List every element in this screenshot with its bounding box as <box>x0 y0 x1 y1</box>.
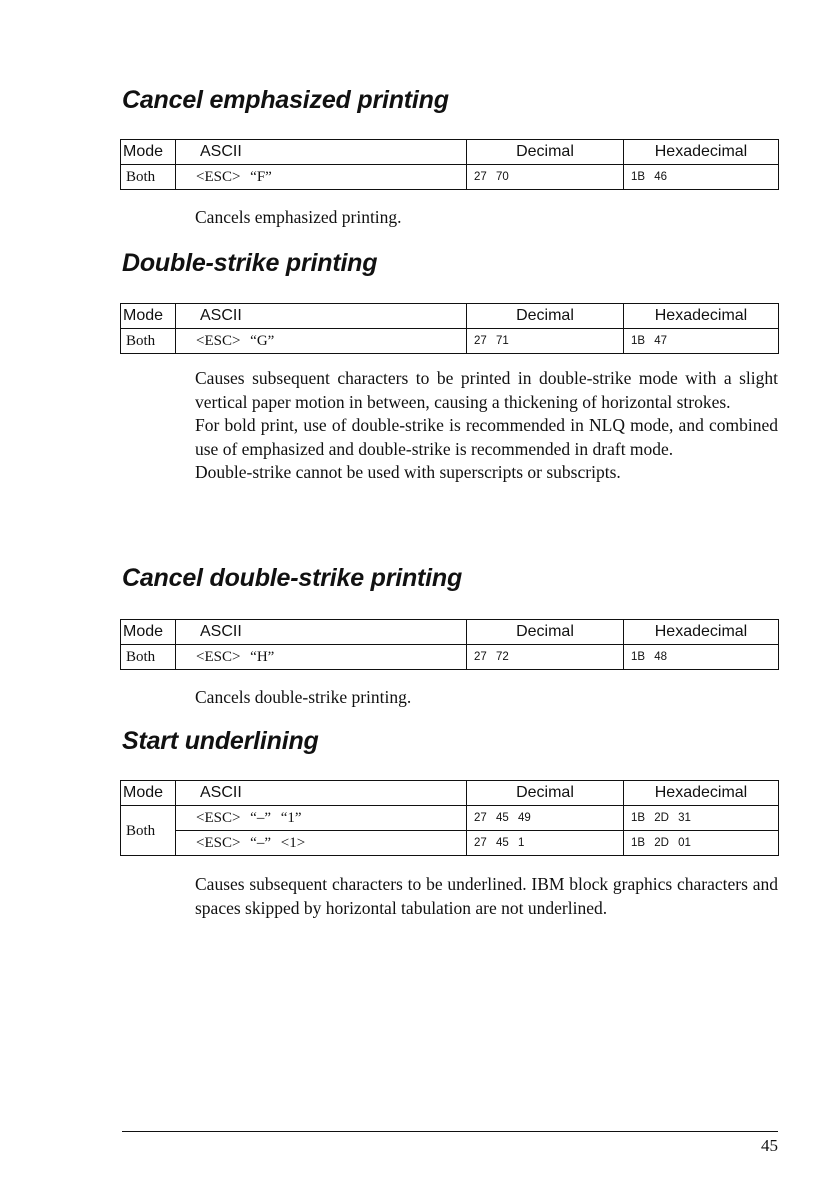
paragraph: Causes subsequent characters to be printed in double-strike mode with a slight vertical paper motion in between, causing a thickening of horizontal strokes. <box>195 368 778 412</box>
section-title-double-strike: Double-strike printing <box>122 249 378 277</box>
cell-decimal: 27 72 <box>467 645 624 670</box>
cell-hex: 1B 2D 31 <box>624 806 779 831</box>
header-hex: Hexadecimal <box>624 304 779 329</box>
section-body-start-underlining <box>195 873 778 920</box>
table-row <box>121 831 779 856</box>
cell-ascii: <ESC> “G” <box>176 329 467 354</box>
header-mode: Mode <box>121 140 176 165</box>
cell-ascii: <ESC> “H” <box>176 645 467 670</box>
header-decimal: Decimal <box>467 140 624 165</box>
section-body-cancel-double-strike <box>195 686 778 710</box>
table-row <box>121 806 779 831</box>
paragraph: For bold print, use of double-strike is recommended in NLQ mode, and combined use of emphasized and double-strike is recommended in draft mode. <box>195 415 778 459</box>
header-hex: Hexadecimal <box>624 620 779 645</box>
command-table-cancel-double-strike <box>120 619 779 670</box>
cell-mode: Both <box>121 165 176 190</box>
footer-rule <box>122 1131 778 1132</box>
page-number: 45 <box>761 1136 778 1155</box>
header-ascii: ASCII <box>176 781 467 806</box>
cell-mode: Both <box>121 806 176 856</box>
header-ascii: ASCII <box>176 304 467 329</box>
header-mode: Mode <box>121 781 176 806</box>
cell-hex: 1B 46 <box>624 165 779 190</box>
paragraph: Double-strike cannot be used with superscripts or subscripts. <box>195 462 621 482</box>
table-header-row <box>121 140 779 165</box>
cell-hex: 1B 48 <box>624 645 779 670</box>
section-body-cancel-emphasized <box>195 206 778 230</box>
cell-decimal: 27 71 <box>467 329 624 354</box>
cell-ascii: <ESC> “F” <box>176 165 467 190</box>
section-title-cancel-double-strike: Cancel double-strike printing <box>122 564 463 592</box>
cell-mode: Both <box>121 329 176 354</box>
command-table-start-underlining <box>120 780 779 856</box>
table-header-row <box>121 304 779 329</box>
paragraph: Cancels emphasized printing. <box>195 207 402 227</box>
cell-decimal: 27 45 49 <box>467 806 624 831</box>
table-row <box>121 165 779 190</box>
header-decimal: Decimal <box>467 304 624 329</box>
cell-decimal: 27 70 <box>467 165 624 190</box>
header-hex: Hexadecimal <box>624 781 779 806</box>
command-table-double-strike <box>120 303 779 354</box>
table-header-row <box>121 781 779 806</box>
header-ascii: ASCII <box>176 620 467 645</box>
cell-ascii: <ESC> “–” <1> <box>176 831 467 856</box>
paragraph: Causes subsequent characters to be underlined. IBM block graphics characters and spaces skipped by horizontal tabulation are not underlined. <box>195 874 778 918</box>
command-table-cancel-emphasized <box>120 139 779 190</box>
header-hex: Hexadecimal <box>624 140 779 165</box>
header-ascii: ASCII <box>176 140 467 165</box>
cell-hex: 1B 2D 01 <box>624 831 779 856</box>
table-header-row <box>121 620 779 645</box>
section-title-cancel-emphasized: Cancel emphasized printing <box>122 86 449 114</box>
paragraph: Cancels double-strike printing. <box>195 687 412 707</box>
cell-mode: Both <box>121 645 176 670</box>
header-decimal: Decimal <box>467 781 624 806</box>
table-row <box>121 645 779 670</box>
section-title-start-underlining: Start underlining <box>122 727 319 755</box>
header-mode: Mode <box>121 620 176 645</box>
section-body-double-strike <box>195 367 778 485</box>
header-decimal: Decimal <box>467 620 624 645</box>
table-row <box>121 329 779 354</box>
header-mode: Mode <box>121 304 176 329</box>
cell-decimal: 27 45 1 <box>467 831 624 856</box>
cell-hex: 1B 47 <box>624 329 779 354</box>
cell-ascii: <ESC> “–” “1” <box>176 806 467 831</box>
